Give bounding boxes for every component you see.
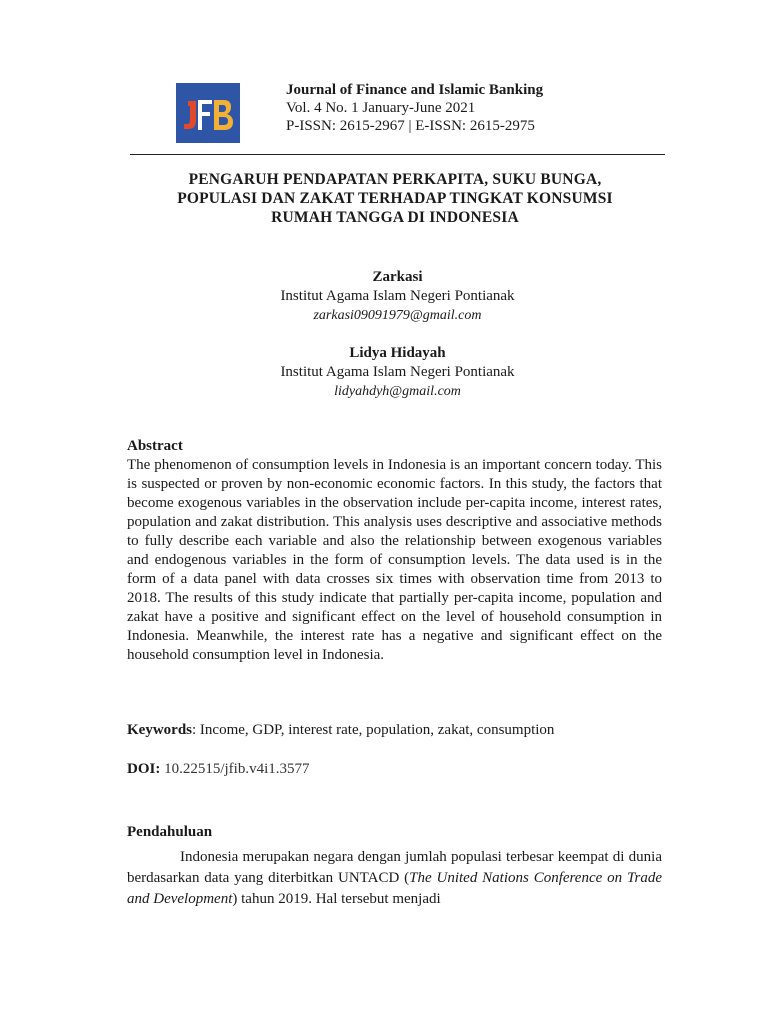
doi-line	[127, 760, 310, 779]
doi-label: DOI:	[127, 761, 161, 777]
introduction-heading: Pendahuluan	[127, 824, 213, 840]
intro-text-start: Indonesia merupakan negara dengan jumlah populasi terbesar keempat di dunia berdasarkan data yang diterbitkan UNTACD (	[127, 849, 662, 886]
keywords-value: : Income, GDP, interest rate, population, zakat, consumption	[192, 722, 555, 738]
journal-issn: P-ISSN: 2615-2967 | E-ISSN: 2615-2975	[286, 118, 535, 134]
header-divider	[130, 154, 665, 155]
title-line-2: POPULASI DAN ZAKAT TERHADAP TINGKAT KONSUMSI	[177, 190, 613, 207]
author-email[interactable]: zarkasi09091979@gmail.com	[313, 308, 482, 323]
introduction-text	[127, 847, 662, 910]
author-block-2	[130, 344, 665, 401]
abstract-heading: Abstract	[127, 438, 183, 454]
intro-text-end: ) tahun 2019. Hal tersebut menjadi	[232, 891, 441, 907]
title-line-1: PENGARUH PENDAPATAN PERKAPITA, SUKU BUNGA,	[188, 171, 602, 188]
journal-volume: Vol. 4 No. 1 January-June 2021	[286, 100, 476, 116]
abstract-text: The phenomenon of consumption levels in Indonesia is an important concern today. This is suspected or proven by non-economic economic factors. In this study, the factors that become exogenous variables in the observation include per-capita income, interest rates, population and zakat distribution. This analysis uses descriptive and associative methods to fully describe each variable and also the relationship between exogenous variables and endogenous variables in the form of consumption levels. The data used is in the form of a data panel with data crosses six times with observation time from 2013 to 2018. The results of this study indicate that partially per-capita income, population and zakat have a positive and significant effect on the level of household consumption in Indonesia. Meanwhile, the interest rate has a negative and significant effect on the household consumption level in Indonesia.	[127, 457, 662, 663]
author-name: Lidya Hidayah	[349, 345, 446, 361]
doi-value[interactable]: 10.22515/jfib.v4i1.3577	[164, 761, 310, 777]
author-name: Zarkasi	[372, 269, 423, 285]
author-email[interactable]: lidyahdyh@gmail.com	[334, 384, 461, 399]
journal-logo	[176, 83, 240, 143]
author-affiliation: Institut Agama Islam Negeri Pontianak	[280, 364, 515, 380]
paper-title	[100, 170, 690, 227]
journal-name: Journal of Finance and Islamic Banking	[286, 82, 544, 98]
author-affiliation: Institut Agama Islam Negeri Pontianak	[280, 288, 515, 304]
author-block-1	[130, 268, 665, 325]
keywords-label: Keywords	[127, 722, 192, 738]
intro-text-italic: The United Nations Conference on Trade and Development	[127, 870, 662, 907]
jfib-logo-icon	[176, 83, 240, 143]
title-line-3: RUMAH TANGGA DI INDONESIA	[271, 209, 519, 226]
journal-header	[176, 81, 676, 145]
keywords-line	[127, 721, 667, 740]
abstract-section	[127, 437, 662, 665]
introduction-section	[127, 822, 662, 910]
journal-info	[286, 81, 543, 135]
